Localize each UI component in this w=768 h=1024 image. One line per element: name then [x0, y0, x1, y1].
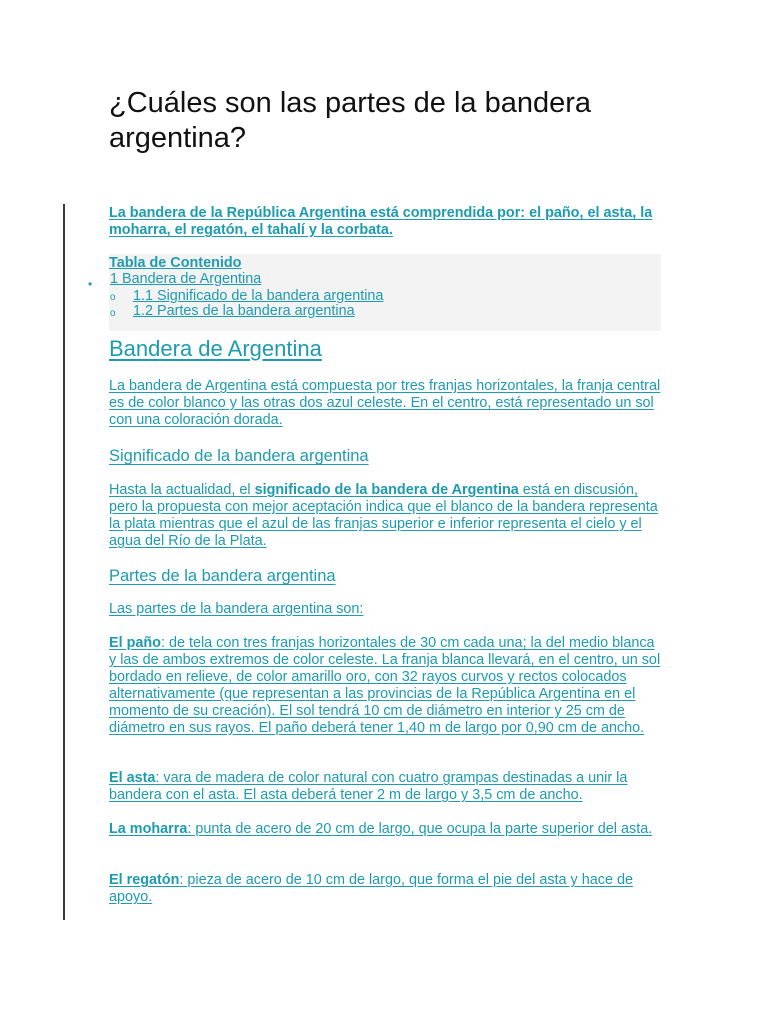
page-title: ¿Cuáles son las partes de la bandera argentina? — [109, 87, 592, 154]
section-text-significado[interactable] — [109, 482, 661, 550]
text-segment: Hasta la actualidad, el — [109, 482, 255, 498]
toc-item-partes[interactable]: 1.2 Partes de la bandera argentina — [133, 303, 355, 319]
part-asta[interactable] — [109, 770, 661, 804]
section-heading-partes[interactable]: Partes de la bandera argentina — [109, 567, 336, 585]
part-desc: : punta de acero de 20 cm de largo, que ocupa la parte superior del asta. — [187, 821, 653, 837]
text-segment: está en discusión, pero la propuesta con mejor aceptación indica que el blanco de la bandera representa la plata mientras que el azul de las franjas superior e inferior representa el cielo y el agua del Río de la Plata. — [109, 482, 658, 549]
part-desc: : vara de madera de color natural con cuatro grampas destinadas a unir la bandera con el asta. El asta deberá tener 2 m de largo y 3,5 cm de ancho. — [109, 770, 628, 803]
toc-title[interactable]: Tabla de Contenido — [109, 255, 242, 271]
part-term: El regatón — [109, 872, 180, 888]
bullet-circle-icon: o — [110, 308, 116, 319]
part-term: El asta — [109, 770, 156, 786]
intro-link[interactable]: La bandera de la República Argentina está comprendida por: el paño, el asta, la moharra, el regatón, el tahalí y la corbata. — [109, 205, 653, 238]
bullet-circle-icon: o — [110, 292, 116, 303]
part-desc: : de tela con tres franjas horizontales de 30 cm cada una; la del medio blanca y las de ambos extremos de color celeste. La franja blanca llevará, en el centro, un sol bordado en relieve, de color amarillo oro, con 32 rayos curvos y rectos colocados alternativamente (que representan a las provincias de la República Argentina en el momento de su creación). El sol tendrá 10 cm de diámetro en interior y 25 cm de diámetro en sus rayos. El paño deberá tener 1,40 m de largo por 0,90 cm de ancho. — [109, 635, 661, 736]
section-heading-bandera[interactable]: Bandera de Argentina — [109, 336, 322, 361]
bold-term: significado de la bandera de Argentina — [254, 482, 519, 498]
part-moharra[interactable] — [109, 821, 661, 838]
part-term: El paño — [109, 635, 161, 651]
toc-item-significado[interactable]: 1.1 Significado de la bandera argentina — [133, 288, 384, 304]
part-pano[interactable] — [109, 635, 661, 737]
section-text-bandera[interactable]: La bandera de Argentina está compuesta por tres franjas horizontales, la franja central es de color blanco y las otras dos azul celeste. En el centro, está representado un sol con una coloración dorada. — [109, 378, 661, 428]
section-heading-significado[interactable]: Significado de la bandera argentina — [109, 447, 369, 465]
part-desc: : pieza de acero de 10 cm de largo, que forma el pie del asta y hace de apoyo. — [109, 872, 633, 905]
bullet-dot-icon: • — [88, 277, 93, 291]
part-regaton[interactable] — [109, 872, 661, 906]
section-intro-partes[interactable]: Las partes de la bandera argentina son: — [109, 601, 364, 617]
toc-item-bandera[interactable]: 1 Bandera de Argentina — [110, 271, 262, 287]
left-margin-rule — [63, 204, 65, 920]
part-term: La moharra — [109, 821, 188, 837]
